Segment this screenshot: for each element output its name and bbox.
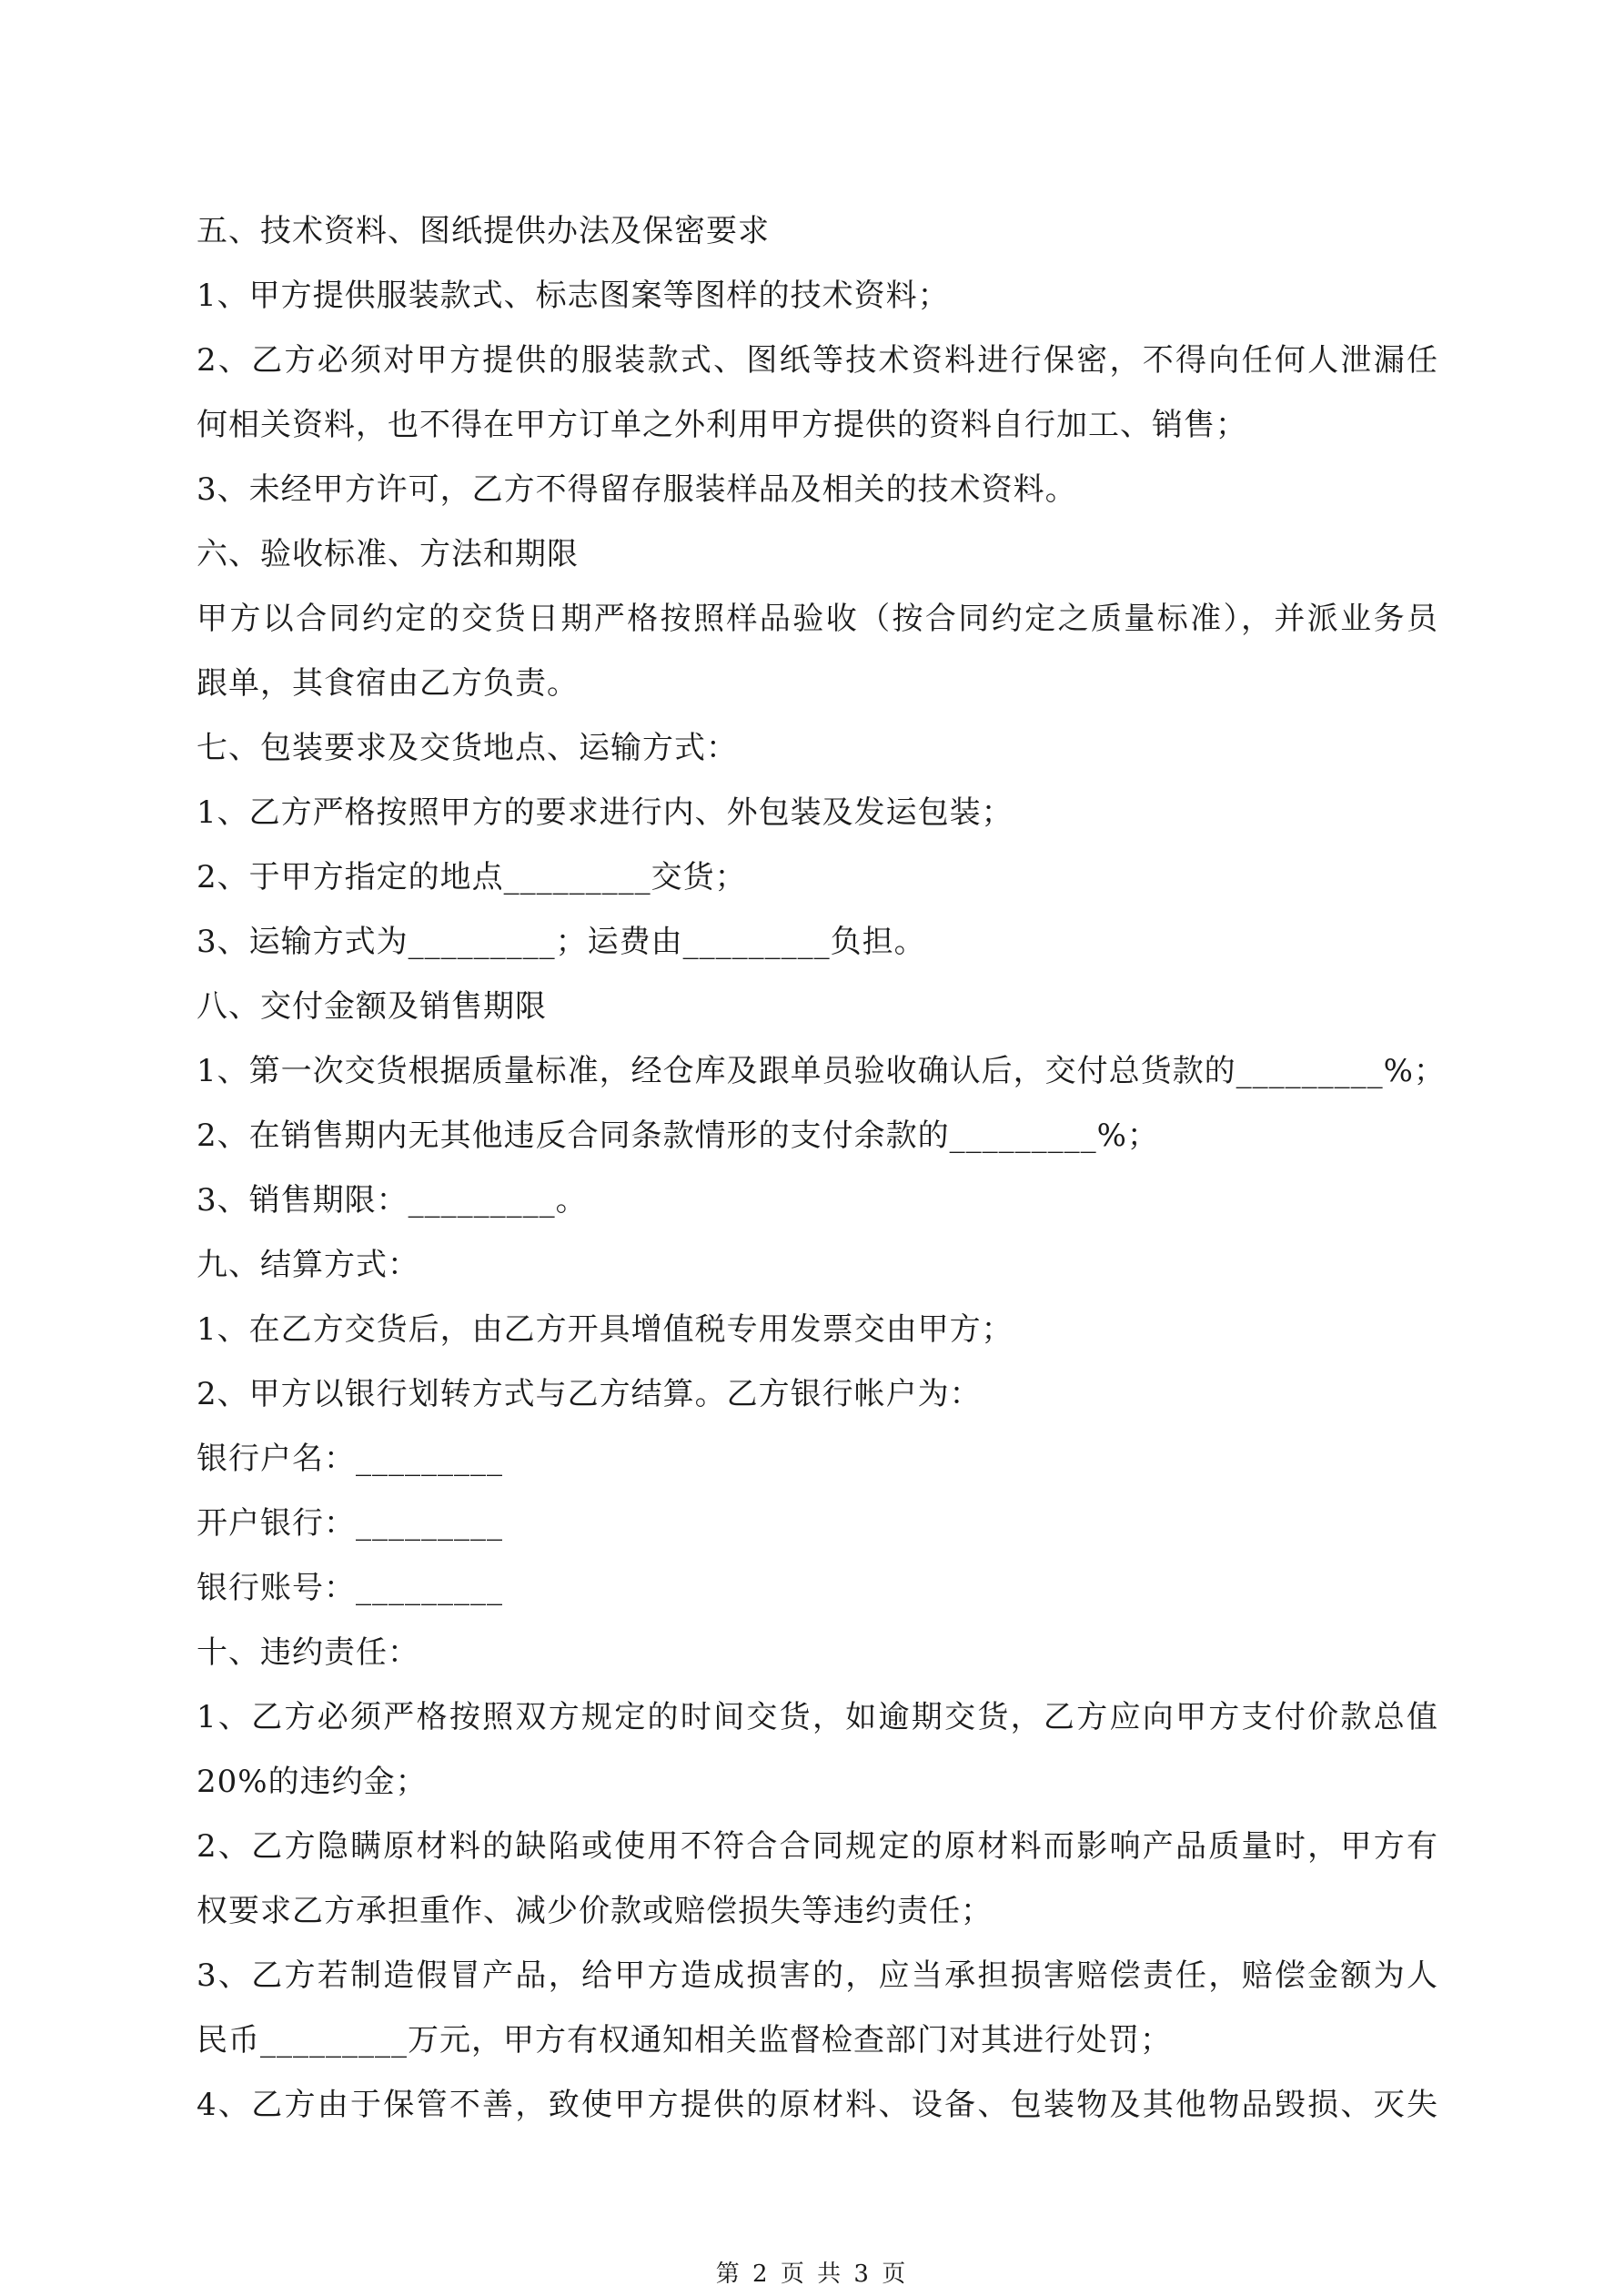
- clause-line: 1、甲方提供服装款式、标志图案等图样的技术资料；: [197, 278, 950, 314]
- section-heading: 八、交付金额及销售期限: [197, 988, 547, 1025]
- clause-line: 1、在乙方交货后，由乙方开具增值税专用发票交由甲方；: [197, 1311, 1014, 1348]
- section-heading: 九、结算方式：: [197, 1247, 419, 1283]
- bank-field-line: 银行户名：_________: [197, 1441, 503, 1477]
- clause-line: 3、销售期限：_________。: [197, 1182, 588, 1219]
- clause-line: 20%的违约金；: [197, 1764, 428, 1800]
- clause-line: 2、于甲方指定的地点_________交货；: [197, 859, 747, 895]
- clause-line: 1、乙方严格按照甲方的要求进行内、外包装及发运包装；: [197, 794, 1014, 831]
- clause-line: 2、甲方以银行划转方式与乙方结算。乙方银行帐户为：: [197, 1376, 982, 1412]
- clause-line: 2、乙方必须对甲方提供的服装款式、图纸等技术资料进行保密，不得向任何人泄漏任: [197, 342, 1438, 379]
- clause-line: 甲方以合同约定的交货日期严格按照样品验收（按合同约定之质量标准），并派业务员: [197, 601, 1438, 637]
- section-heading: 十、违约责任：: [197, 1634, 419, 1671]
- bank-field-line: 开户银行：_________: [197, 1505, 503, 1542]
- clause-line: 民币_________万元，甲方有权通知相关监督检查部门对其进行处罚；: [197, 2022, 1172, 2058]
- clause-line: 2、在销售期内无其他违反合同条款情形的支付余款的_________%；: [197, 1118, 1159, 1154]
- section-heading: 七、包装要求及交货地点、运输方式：: [197, 730, 738, 766]
- section-heading: 五、技术资料、图纸提供办法及保密要求: [197, 213, 770, 249]
- clause-line: 3、未经甲方许可，乙方不得留存服装样品及相关的技术资料。: [197, 471, 1077, 508]
- clause-line: 何相关资料，也不得在甲方订单之外利用甲方提供的资料自行加工、销售；: [197, 407, 1247, 443]
- page-footer: 第 2 页 共 3 页: [715, 2261, 909, 2288]
- section-heading: 六、验收标准、方法和期限: [197, 536, 579, 572]
- clause-line: 3、运输方式为_________；运费由_________负担。: [197, 924, 926, 960]
- clause-line: 1、第一次交货根据质量标准，经仓库及跟单员验收确认后，交付总货款的_________%；: [197, 1053, 1446, 1089]
- bank-field-line: 银行账号：_________: [197, 1570, 503, 1606]
- clause-line: 权要求乙方承担重作、减少价款或赔偿损失等违约责任；: [197, 1893, 993, 1929]
- clause-line: 2、乙方隐瞒原材料的缺陷或使用不符合合同规定的原材料而影响产品质量时，甲方有: [197, 1828, 1438, 1865]
- document-body: [197, 199, 1446, 2138]
- clause-line: 4、乙方由于保管不善，致使甲方提供的原材料、设备、包装物及其他物品毁损、灭失: [197, 2087, 1438, 2123]
- clause-line: 3、乙方若制造假冒产品，给甲方造成损害的，应当承担损害赔偿责任，赔偿金额为人: [197, 1957, 1438, 1994]
- clause-line: 1、乙方必须严格按照双方规定的时间交货，如逾期交货，乙方应向甲方支付价款总值: [197, 1699, 1438, 1735]
- clause-line: 跟单，其食宿由乙方负责。: [197, 665, 579, 702]
